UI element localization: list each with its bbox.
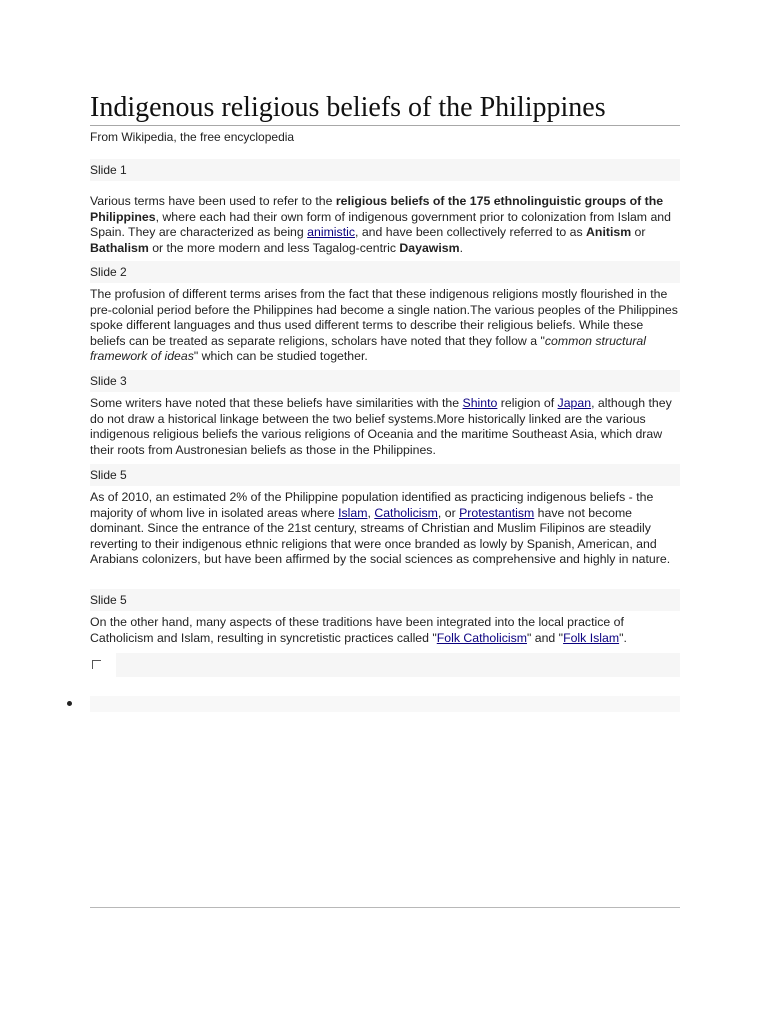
slide-label-1: Slide 1: [90, 159, 680, 181]
slide-label-2: Slide 2: [90, 261, 680, 283]
link-protestantism[interactable]: Protestantism: [459, 505, 535, 520]
footer-divider: [90, 907, 680, 908]
link-folk-catholicism[interactable]: Folk Catholicism: [436, 630, 527, 645]
paragraph-5: On the other hand, many aspects of these traditions have been integrated into the local practice of Catholicism and Islam, resulting in syncretistic practices called "Folk Catholicism" and "Folk Islam".: [90, 615, 627, 645]
link-japan[interactable]: Japan: [557, 396, 592, 410]
link-islam[interactable]: Islam: [338, 505, 368, 520]
paragraph-3: Some writers have noted that these beliefs have similarities with the Shinto religion of Japan, although they do not draw a historical linkage between the two belief systems.More historically linked are the various indigenous religious beliefs the various religions of Oceania and the maritime Southeast Asia, which draw their roots from Austronesian beliefs as those in the Philippines.: [90, 396, 672, 457]
paragraph-1: Various terms have been used to refer to the religious beliefs of the 175 ethnolinguistic groups of the Philippines, where each had their own form of indigenous government prior to colonization from Islam and Spain. They are characterized as being animistic, and have been collectively referred to as Anitism or Bathalism or the more modern and less Tagalog-centric Dayawism.: [90, 194, 671, 255]
link-catholicism[interactable]: Catholicism: [374, 505, 438, 520]
link-shinto[interactable]: Shinto: [462, 396, 498, 410]
paragraph-2: The profusion of different terms arises from the fact that these indigenous religions mostly flourished in the pre-colonial period before the Philippines had become a single nation.The various peoples of the Philippines spoke different languages and thus used different terms to describe their religious beliefs. While these beliefs can be treated as separate religions, scholars have noted that they follow a "common structural framework of ideas" which can be studied together.: [90, 287, 678, 364]
paragraph-4: As of 2010, an estimated 2% of the Philippine population identified as practicing indigenous beliefs - the majority of whom live in isolated areas where Islam, Catholicism, or Protestantism have not become dominant. Since the entrance of the 21st century, streams of Christian and Muslim Filipinos are steadily reverting to their indigenous ethnic religions that were once branded as lowly by Spanish, American, and Arabians colonizers, but have been affirmed by the social sciences as comprehensive and highly in nature.: [90, 490, 671, 567]
link-animistic[interactable]: animistic: [307, 225, 355, 240]
link-folk-islam[interactable]: Folk Islam: [563, 630, 620, 645]
source-tagline: From Wikipedia, the free encyclopedia: [90, 130, 295, 144]
slide-label-5: Slide 5: [90, 589, 680, 611]
list-bullet-icon: [67, 701, 72, 706]
empty-list-row: [90, 696, 680, 712]
page-title: Indigenous religious beliefs of the Philippines: [90, 92, 606, 123]
checkbox-icon[interactable]: [92, 660, 101, 669]
slide-label-4: Slide 5: [90, 464, 680, 486]
checkbox-row: [90, 653, 680, 677]
slide-label-3: Slide 3: [90, 370, 680, 392]
title-divider: [90, 125, 680, 126]
checkbox-row-bar: [116, 653, 680, 677]
